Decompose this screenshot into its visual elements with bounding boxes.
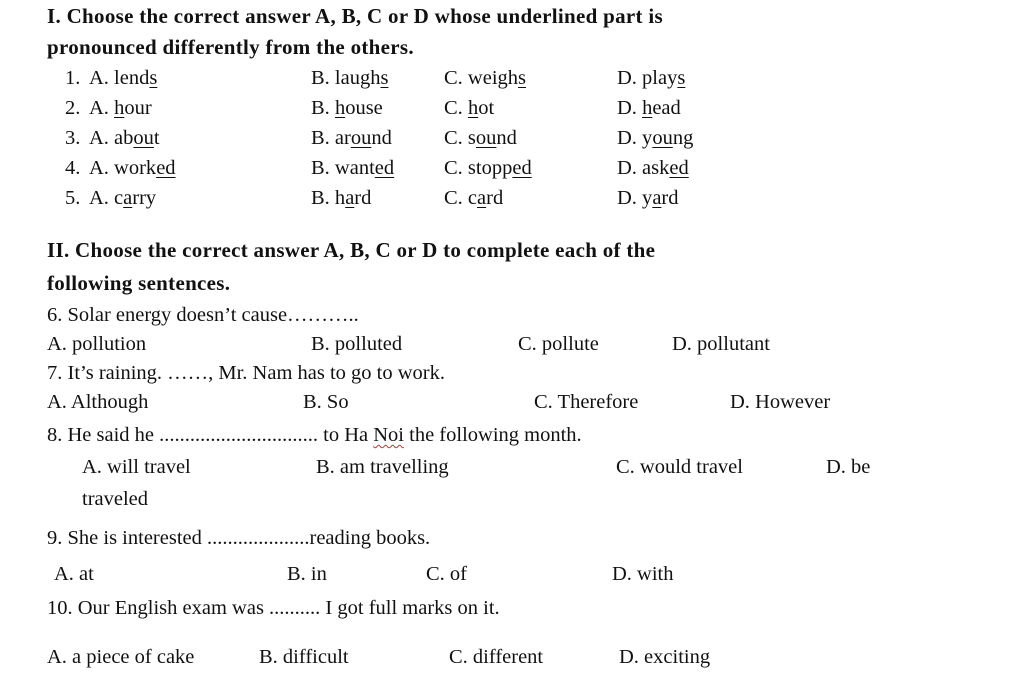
q6-option-b: B. polluted bbox=[311, 333, 403, 355]
option-text: A. bbox=[89, 97, 115, 119]
underlined-part: ed bbox=[374, 157, 395, 179]
option-text: A. lend bbox=[89, 67, 150, 89]
underlined-part: ou bbox=[133, 127, 154, 149]
underlined-part: h bbox=[467, 97, 479, 119]
option-a bbox=[89, 127, 160, 150]
option-d bbox=[617, 157, 689, 180]
underlined-part: s bbox=[149, 67, 158, 89]
option-c bbox=[444, 127, 517, 150]
option-text: C. bbox=[444, 97, 468, 119]
underlined-part: a bbox=[477, 187, 487, 209]
q8-option-c: C. would travel bbox=[616, 456, 743, 478]
q9-option-d: D. with bbox=[612, 563, 674, 585]
option-b bbox=[311, 127, 392, 150]
q9-option-c: C. of bbox=[426, 563, 467, 585]
item-number: 3. bbox=[65, 127, 81, 149]
option-a bbox=[89, 157, 176, 180]
underlined-part: h bbox=[642, 97, 653, 119]
q7-text: 7. It’s raining. ……, Mr. Nam has to go to work. bbox=[47, 362, 446, 384]
option-c bbox=[444, 187, 503, 210]
option-b bbox=[311, 187, 371, 210]
q8-option-d-continued: traveled bbox=[82, 488, 149, 510]
q10-option-d: D. exciting bbox=[619, 646, 711, 668]
q10-option-a: A. a piece of cake bbox=[47, 646, 195, 668]
q6-option-a: A. pollution bbox=[47, 333, 147, 355]
option-text: D. ask bbox=[617, 157, 670, 179]
underlined-part: h bbox=[114, 97, 125, 119]
q6-text: 6. Solar energy doesn’t cause……….. bbox=[47, 304, 359, 326]
option-text: ng bbox=[672, 127, 694, 149]
underlined-part: h bbox=[334, 97, 346, 119]
option-a bbox=[89, 67, 157, 90]
option-text: rd bbox=[661, 187, 679, 209]
q7-option-d: D. However bbox=[730, 391, 831, 413]
option-c bbox=[444, 67, 526, 90]
q7-option-c: C. Therefore bbox=[534, 391, 639, 413]
option-text: ot bbox=[478, 97, 495, 119]
option-b bbox=[311, 67, 388, 90]
option-text: D. y bbox=[617, 187, 653, 209]
q8-text bbox=[47, 424, 582, 447]
option-text: C. s bbox=[444, 127, 476, 149]
option-d bbox=[617, 127, 693, 150]
underlined-part: ed bbox=[156, 157, 176, 179]
option-b bbox=[311, 157, 394, 180]
q8-text-misspelled: Noi bbox=[373, 424, 404, 446]
q8-text-pre: 8. He said he ............................... to Ha bbox=[47, 424, 374, 446]
option-text: t bbox=[153, 127, 160, 149]
underlined-part: s bbox=[677, 67, 686, 89]
q10-option-c: C. different bbox=[449, 646, 544, 668]
option-text: D. y bbox=[617, 127, 653, 149]
q8-text-post: the following month. bbox=[404, 424, 582, 446]
option-text: B. bbox=[311, 97, 335, 119]
underlined-part: ed bbox=[512, 157, 532, 179]
underlined-part: a bbox=[652, 187, 662, 209]
underlined-part: ou bbox=[475, 127, 497, 149]
underlined-part: ou bbox=[652, 127, 673, 149]
option-text: A. work bbox=[89, 157, 157, 179]
underlined-part: a bbox=[345, 187, 355, 209]
option-text: rd bbox=[354, 187, 372, 209]
q8-option-a: A. will travel bbox=[82, 456, 191, 478]
q9-option-b: B. in bbox=[287, 563, 327, 585]
item-number: 1. bbox=[65, 67, 81, 89]
underlined-part: s bbox=[380, 67, 389, 89]
option-c bbox=[444, 97, 494, 120]
option-text: our bbox=[124, 97, 152, 119]
option-text: rry bbox=[132, 187, 157, 209]
section2-heading-line2: following sentences. bbox=[47, 271, 231, 295]
option-text: ead bbox=[652, 97, 681, 119]
option-text: B. laugh bbox=[311, 67, 381, 89]
option-text: B. ar bbox=[311, 127, 351, 149]
option-d bbox=[617, 67, 685, 90]
section1-heading-line2: pronounced differently from the others. bbox=[47, 35, 414, 59]
q6-option-c: C. pollute bbox=[518, 333, 599, 355]
q7-option-a: A. Although bbox=[47, 391, 149, 413]
q9-option-a: A. at bbox=[54, 563, 94, 585]
option-text: A. ab bbox=[89, 127, 134, 149]
q8-option-b: B. am travelling bbox=[316, 456, 449, 478]
section1-heading-line1: I. Choose the correct answer A, B, C or D whose underlined part is bbox=[47, 4, 663, 28]
q7-option-b: B. So bbox=[303, 391, 349, 413]
q9-text: 9. She is interested ....................reading books. bbox=[47, 527, 431, 549]
option-text: B. h bbox=[311, 187, 346, 209]
option-c bbox=[444, 157, 532, 180]
item-number: 5. bbox=[65, 187, 81, 209]
underlined-part: ed bbox=[669, 157, 689, 179]
option-text: D. bbox=[617, 97, 643, 119]
option-text: ouse bbox=[345, 97, 383, 119]
option-text: rd bbox=[486, 187, 504, 209]
underlined-part: ou bbox=[350, 127, 372, 149]
q10-text: 10. Our English exam was .......... I got full marks on it. bbox=[47, 597, 500, 619]
option-text: nd bbox=[371, 127, 392, 149]
q6-option-d: D. pollutant bbox=[672, 333, 770, 355]
option-text: D. play bbox=[617, 67, 678, 89]
underlined-part: s bbox=[518, 67, 527, 89]
option-text: C. stopp bbox=[444, 157, 513, 179]
option-text: nd bbox=[496, 127, 517, 149]
option-text: B. want bbox=[311, 157, 375, 179]
section2-heading-line1: II. Choose the correct answer A, B, C or D to complete each of the bbox=[47, 238, 656, 262]
q8-option-d: D. be bbox=[826, 456, 871, 478]
item-number: 2. bbox=[65, 97, 81, 119]
option-text: A. c bbox=[89, 187, 124, 209]
underlined-part: a bbox=[123, 187, 133, 209]
option-text: C. c bbox=[444, 187, 478, 209]
option-a bbox=[89, 187, 156, 210]
item-number: 4. bbox=[65, 157, 81, 179]
option-a bbox=[89, 97, 152, 120]
option-d bbox=[617, 187, 679, 210]
option-text: C. weigh bbox=[444, 67, 519, 89]
option-d bbox=[617, 97, 681, 120]
q10-option-b: B. difficult bbox=[259, 646, 349, 668]
option-b bbox=[311, 97, 383, 120]
